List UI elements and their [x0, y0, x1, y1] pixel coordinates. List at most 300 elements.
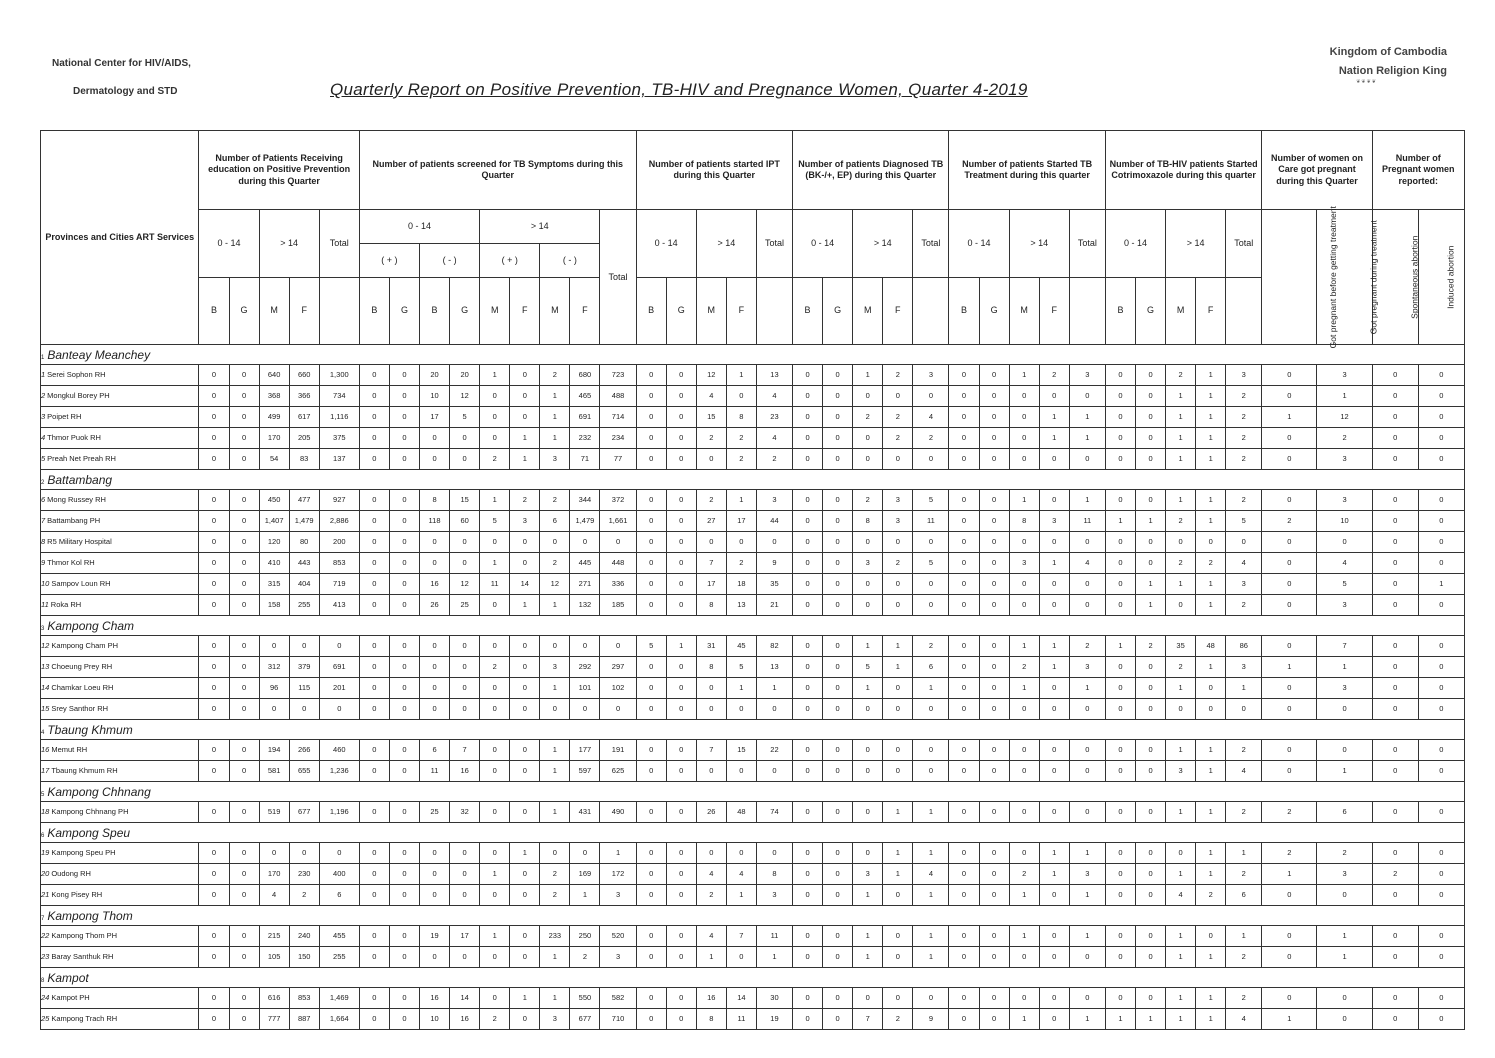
value-cell: 0 [1135, 802, 1165, 823]
value-cell: 519 [259, 802, 289, 823]
value-cell: 60 [450, 511, 480, 532]
value-cell: 0 [359, 761, 389, 782]
site-name-cell [41, 864, 199, 885]
province-name: Kampong Chhnang [47, 784, 151, 799]
value-cell: 1 [1166, 802, 1196, 823]
province-name: Kampot [47, 970, 89, 985]
value-cell: 723 [600, 365, 636, 386]
value-cell: 2 [540, 365, 570, 386]
value-cell: 0 [1372, 761, 1418, 782]
value-cell: 1,479 [289, 511, 319, 532]
value-cell: 0 [1372, 988, 1418, 1009]
value-cell: 0 [1418, 365, 1464, 386]
value-cell: 0 [229, 574, 259, 595]
value-cell: 0 [1317, 988, 1372, 1009]
value-cell: 170 [259, 428, 289, 449]
value-cell: 0 [1262, 574, 1317, 595]
value-cell: 0 [1372, 678, 1418, 699]
value-cell: 2 [1196, 553, 1226, 574]
group-header: Number of patients Diagnosed TB (BK-/+, EP) during this Quarter [793, 131, 949, 210]
site-index: 25 [41, 1014, 50, 1024]
value-cell: 3 [913, 365, 949, 386]
value-cell: 13 [726, 595, 756, 616]
value-cell: 0 [666, 532, 696, 553]
value-cell: 1 [1317, 657, 1372, 678]
value-cell: 6 [1317, 802, 1372, 823]
value-cell: 0 [913, 699, 949, 720]
value-cell: 0 [450, 449, 480, 470]
value-cell: 0 [229, 365, 259, 386]
value-cell: 232 [570, 428, 600, 449]
value-cell: 0 [636, 428, 666, 449]
value-cell: 1 [1069, 407, 1105, 428]
value-cell: 1 [1009, 490, 1039, 511]
value-cell: 2 [1166, 365, 1196, 386]
value-cell: 0 [666, 885, 696, 906]
value-cell: 490 [600, 802, 636, 823]
value-cell: 8 [853, 511, 883, 532]
site-row [41, 885, 1465, 906]
value-cell: 0 [979, 553, 1009, 574]
value-cell: 102 [600, 678, 636, 699]
value-cell: 0 [666, 511, 696, 532]
value-cell: 0 [1372, 574, 1418, 595]
total-spacer [319, 277, 359, 345]
value-cell: 1 [1069, 843, 1105, 864]
value-cell: 7 [696, 740, 726, 761]
value-cell: 233 [540, 926, 570, 947]
value-cell: 1 [666, 636, 696, 657]
value-cell: 0 [1418, 864, 1464, 885]
value-cell: 0 [823, 511, 853, 532]
value-cell: 0 [949, 1009, 979, 1030]
value-cell: 2 [726, 428, 756, 449]
value-cell: 0 [1009, 740, 1039, 761]
value-cell: 26 [696, 802, 726, 823]
org-name-line1: National Center for HIV/AIDS, [52, 58, 191, 69]
site-name-cell [41, 449, 199, 470]
letter-header-g: G [450, 277, 480, 345]
value-cell: 1 [1196, 740, 1226, 761]
value-cell: 2 [1069, 636, 1105, 657]
age-group-over-14: > 14 [480, 210, 600, 244]
value-cell: 0 [359, 386, 389, 407]
total-header: Total [600, 210, 636, 345]
value-cell: 45 [726, 636, 756, 657]
value-cell: 0 [389, 511, 419, 532]
value-cell: 0 [696, 699, 726, 720]
group-header: Number of patients started IPT during this Quarter [636, 131, 792, 210]
value-cell: 0 [726, 386, 756, 407]
site-name: Mongkul Borey PH [47, 391, 110, 401]
value-cell: 0 [1372, 636, 1418, 657]
value-cell: 0 [289, 699, 319, 720]
value-cell: 0 [1069, 699, 1105, 720]
value-cell: 0 [636, 1009, 666, 1030]
value-cell: 0 [1069, 802, 1105, 823]
value-cell: 927 [319, 490, 359, 511]
value-cell: 1 [1317, 926, 1372, 947]
value-cell: 0 [853, 532, 883, 553]
value-cell: 0 [1418, 428, 1464, 449]
site-index: 24 [41, 993, 50, 1003]
value-cell: 0 [600, 532, 636, 553]
value-cell: 0 [1317, 699, 1372, 720]
value-cell: 2 [540, 490, 570, 511]
value-cell: 0 [389, 657, 419, 678]
value-cell: 0 [823, 740, 853, 761]
value-cell: 2 [696, 428, 726, 449]
value-cell: 0 [1262, 449, 1317, 470]
site-row [41, 574, 1465, 595]
org-name-line2: Dermatology and STD [73, 86, 178, 97]
value-cell: 23 [756, 407, 792, 428]
value-cell: 205 [289, 428, 319, 449]
value-cell: 35 [756, 574, 792, 595]
value-cell: 6 [540, 511, 570, 532]
value-cell: 0 [199, 511, 229, 532]
value-cell: 0 [510, 1009, 540, 1030]
value-cell: 0 [636, 843, 666, 864]
value-cell: 0 [199, 386, 229, 407]
value-cell: 0 [1262, 885, 1317, 906]
value-cell: 0 [666, 553, 696, 574]
value-cell: 0 [823, 802, 853, 823]
value-cell: 2 [913, 636, 949, 657]
letter-header-m: M [1166, 277, 1196, 345]
value-cell: 0 [1372, 926, 1418, 947]
value-cell: 0 [389, 1009, 419, 1030]
value-cell: 77 [600, 449, 636, 470]
value-cell: 1 [1009, 678, 1039, 699]
value-cell: 0 [636, 490, 666, 511]
letter-header-m: M [853, 277, 883, 345]
value-cell: 0 [979, 740, 1009, 761]
value-cell: 0 [1135, 490, 1165, 511]
value-cell: 3 [600, 885, 636, 906]
value-cell: 10 [420, 386, 450, 407]
value-cell: 0 [229, 885, 259, 906]
value-cell: 0 [696, 449, 726, 470]
site-index: 3 [41, 412, 46, 422]
value-cell: 0 [1105, 699, 1135, 720]
value-cell: 0 [1009, 532, 1039, 553]
value-cell: 1 [510, 843, 540, 864]
value-cell: 0 [1039, 386, 1069, 407]
value-cell: 853 [319, 553, 359, 574]
value-cell: 1 [1196, 657, 1226, 678]
value-cell: 0 [510, 802, 540, 823]
value-cell: 0 [1262, 988, 1317, 1009]
value-cell: 16 [420, 574, 450, 595]
value-cell: 0 [793, 699, 823, 720]
value-cell: 2 [1226, 428, 1262, 449]
value-cell: 5 [853, 657, 883, 678]
value-cell: 1 [1196, 428, 1226, 449]
value-cell: 0 [199, 407, 229, 428]
value-cell: 1 [913, 843, 949, 864]
value-cell: 1,196 [319, 802, 359, 823]
value-cell: 0 [949, 532, 979, 553]
value-cell: 0 [420, 428, 450, 449]
value-cell: 8 [756, 864, 792, 885]
value-cell: 0 [1009, 407, 1039, 428]
value-cell: 1 [1166, 864, 1196, 885]
value-cell: 0 [823, 449, 853, 470]
province-number: 8 [41, 977, 45, 984]
value-cell: 201 [319, 678, 359, 699]
value-cell: 0 [666, 657, 696, 678]
tb-screen-result-header: ( + ) [480, 243, 540, 277]
value-cell: 0 [199, 636, 229, 657]
value-cell: 1 [1069, 885, 1105, 906]
value-cell: 0 [949, 407, 979, 428]
value-cell: 0 [636, 511, 666, 532]
value-cell: 2 [1317, 843, 1372, 864]
value-cell: 17 [450, 926, 480, 947]
value-cell: 0 [726, 843, 756, 864]
value-cell: 1 [1317, 386, 1372, 407]
value-cell: 8 [696, 657, 726, 678]
value-cell: 0 [359, 843, 389, 864]
value-cell: 1 [913, 678, 949, 699]
value-cell: 0 [359, 988, 389, 1009]
value-cell: 1 [1069, 926, 1105, 947]
value-cell: 1 [1105, 636, 1135, 657]
value-cell: 6 [319, 885, 359, 906]
value-cell: 1 [1009, 885, 1039, 906]
site-name-cell [41, 947, 199, 968]
site-name: Kong Pisey RH [51, 890, 103, 900]
value-cell: 0 [1372, 365, 1418, 386]
value-cell: 1 [1105, 511, 1135, 532]
value-cell: 0 [450, 532, 480, 553]
value-cell: 17 [726, 511, 756, 532]
value-cell: 0 [389, 365, 419, 386]
value-cell: 0 [199, 532, 229, 553]
value-cell: 0 [883, 449, 913, 470]
site-index: 9 [41, 558, 46, 568]
value-cell: 54 [259, 449, 289, 470]
header-row [41, 131, 1465, 210]
value-cell: 0 [823, 428, 853, 449]
value-cell: 0 [979, 926, 1009, 947]
value-cell: 0 [1418, 947, 1464, 968]
group-header: Number of patients screened for TB Symptoms during this Quarter [359, 131, 636, 210]
value-cell: 1 [1069, 490, 1105, 511]
site-name: Oudong RH [51, 869, 91, 879]
value-cell: 5 [636, 636, 666, 657]
site-name-cell [41, 595, 199, 616]
value-cell: 617 [289, 407, 319, 428]
value-cell: 5 [1226, 511, 1262, 532]
value-cell: 137 [319, 449, 359, 470]
value-cell: 0 [450, 553, 480, 574]
value-cell: 0 [793, 532, 823, 553]
value-cell: 0 [1317, 1009, 1372, 1030]
value-cell: 0 [389, 428, 419, 449]
value-cell: 0 [450, 678, 480, 699]
value-cell: 1 [1196, 386, 1226, 407]
site-name-cell [41, 988, 199, 1009]
site-name: R5 Military Hospital [47, 537, 112, 547]
value-cell: 15 [450, 490, 480, 511]
value-cell: 0 [199, 740, 229, 761]
value-cell: 0 [1418, 407, 1464, 428]
value-cell: 0 [666, 802, 696, 823]
value-cell: 0 [1372, 428, 1418, 449]
age-group-over-14: > 14 [1009, 210, 1069, 278]
value-cell: 0 [1166, 843, 1196, 864]
site-name-cell [41, 574, 199, 595]
value-cell: 0 [1418, 699, 1464, 720]
value-cell: 0 [949, 761, 979, 782]
value-cell: 0 [389, 532, 419, 553]
value-cell: 0 [229, 926, 259, 947]
value-cell: 0 [199, 843, 229, 864]
value-cell: 0 [510, 407, 540, 428]
value-cell: 0 [823, 532, 853, 553]
value-cell: 0 [726, 947, 756, 968]
value-cell: 3 [1226, 365, 1262, 386]
value-cell: 0 [636, 532, 666, 553]
value-cell: 172 [600, 864, 636, 885]
site-row [41, 636, 1465, 657]
value-cell: 0 [1372, 843, 1418, 864]
value-cell: 0 [1039, 532, 1069, 553]
value-cell: 0 [359, 678, 389, 699]
total-spacer [913, 277, 949, 345]
value-cell: 0 [1105, 490, 1135, 511]
value-cell: 372 [600, 490, 636, 511]
value-cell: 1,664 [319, 1009, 359, 1030]
induced-abortion-header [1418, 210, 1464, 345]
value-cell: 2 [480, 449, 510, 470]
value-cell: 0 [913, 988, 949, 1009]
value-cell: 132 [570, 595, 600, 616]
value-cell: 0 [1418, 490, 1464, 511]
value-cell: 0 [823, 636, 853, 657]
value-cell: 691 [570, 407, 600, 428]
value-cell: 2 [1226, 988, 1262, 1009]
value-cell: 19 [420, 926, 450, 947]
value-cell: 0 [913, 532, 949, 553]
value-cell: 6 [420, 740, 450, 761]
value-cell: 250 [570, 926, 600, 947]
value-cell: 0 [480, 428, 510, 449]
value-cell: 2 [883, 407, 913, 428]
value-cell: 0 [199, 678, 229, 699]
value-cell: 0 [726, 761, 756, 782]
value-cell: 1 [726, 490, 756, 511]
value-cell: 0 [1009, 988, 1039, 1009]
value-cell: 0 [1262, 490, 1317, 511]
value-cell: 0 [359, 802, 389, 823]
value-cell: 0 [793, 885, 823, 906]
value-cell: 2 [1226, 864, 1262, 885]
value-cell: 0 [666, 699, 696, 720]
value-cell: 597 [570, 761, 600, 782]
value-cell: 853 [289, 988, 319, 1009]
site-name: Kampong Trach RH [51, 1014, 118, 1024]
value-cell: 0 [1166, 532, 1196, 553]
site-row [41, 657, 1465, 678]
value-cell: 0 [666, 386, 696, 407]
value-cell: 0 [389, 553, 419, 574]
value-cell: 1 [480, 553, 510, 574]
value-cell: 5 [913, 553, 949, 574]
value-cell: 1 [1166, 678, 1196, 699]
value-cell: 2 [540, 553, 570, 574]
value-cell: 1 [1166, 386, 1196, 407]
value-cell: 0 [420, 636, 450, 657]
value-cell: 0 [1372, 490, 1418, 511]
value-cell: 1 [1262, 407, 1317, 428]
value-cell: 0 [1372, 532, 1418, 553]
value-cell: 10 [1317, 511, 1372, 532]
value-cell: 2 [1262, 511, 1317, 532]
pregnant-during-treatment-header [1317, 210, 1380, 345]
value-cell: 0 [359, 532, 389, 553]
value-cell: 0 [913, 595, 949, 616]
value-cell: 169 [570, 864, 600, 885]
value-cell: 0 [823, 407, 853, 428]
value-cell: 1 [853, 636, 883, 657]
value-cell: 2 [756, 449, 792, 470]
total-header: Total [319, 210, 359, 278]
value-cell: 0 [1135, 761, 1165, 782]
value-cell: 1 [540, 678, 570, 699]
letter-header-m: M [696, 277, 726, 345]
site-index: 21 [41, 890, 50, 900]
value-cell: 0 [480, 532, 510, 553]
value-cell: 0 [726, 532, 756, 553]
site-row [41, 449, 1465, 470]
site-row [41, 988, 1465, 1009]
value-cell: 2 [480, 657, 510, 678]
site-row [41, 802, 1465, 823]
value-cell: 0 [1039, 449, 1069, 470]
value-cell: 0 [229, 553, 259, 574]
value-cell: 0 [949, 490, 979, 511]
letter-header-g: G [229, 277, 259, 345]
value-cell: 0 [259, 843, 289, 864]
site-name-cell [41, 365, 199, 386]
value-cell: 0 [853, 449, 883, 470]
value-cell: 0 [949, 386, 979, 407]
value-cell: 0 [1418, 761, 1464, 782]
value-cell: 488 [600, 386, 636, 407]
value-cell: 0 [359, 699, 389, 720]
value-cell: 0 [636, 595, 666, 616]
value-cell: 3 [883, 511, 913, 532]
province-name-cell [41, 720, 1465, 740]
value-cell: 0 [1418, 449, 1464, 470]
value-cell: 0 [199, 761, 229, 782]
site-name-cell [41, 657, 199, 678]
value-cell: 520 [600, 926, 636, 947]
value-cell: 0 [979, 636, 1009, 657]
value-cell: 2 [726, 553, 756, 574]
value-cell: 0 [913, 761, 949, 782]
value-cell: 0 [389, 636, 419, 657]
value-cell: 0 [853, 802, 883, 823]
value-cell: 0 [979, 864, 1009, 885]
site-name: Sampov Loun RH [51, 579, 111, 589]
value-cell: 2 [1262, 843, 1317, 864]
value-cell: 0 [636, 365, 666, 386]
value-cell: 0 [1262, 699, 1317, 720]
